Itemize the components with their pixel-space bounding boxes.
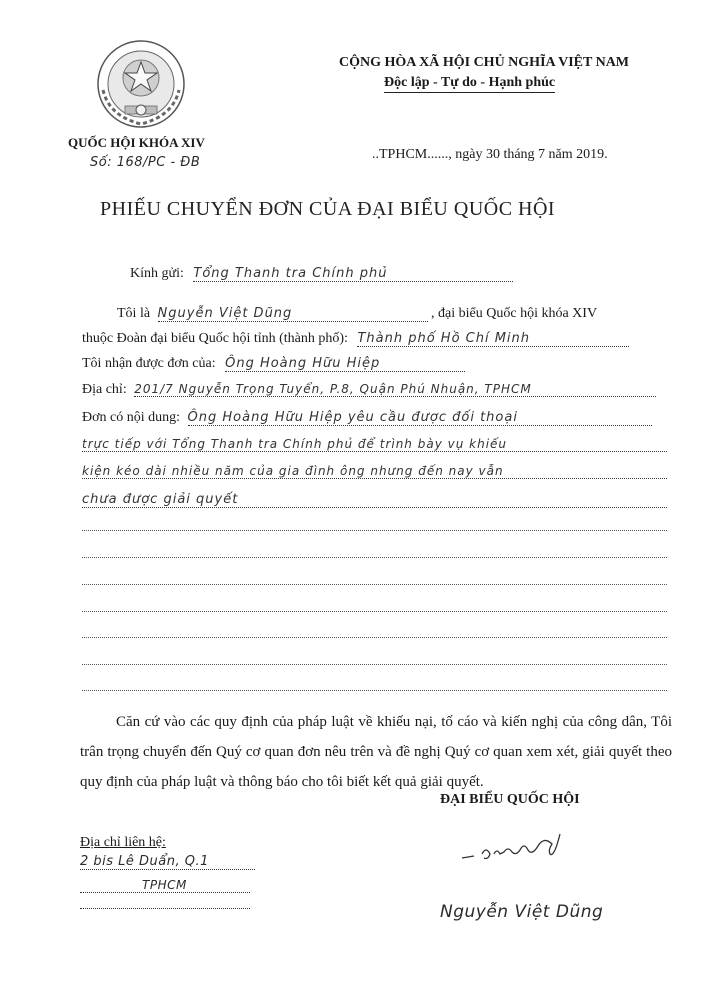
delegate-name-value: Nguyễn Việt Dũng [158,306,428,322]
blank-line [82,530,667,531]
blank-line [82,690,667,691]
blank-line [82,611,667,612]
contact-label: Địa chỉ liên hệ: [80,835,166,850]
signature-scribble [460,820,620,870]
blank-line [82,637,667,638]
recipient-row [130,266,513,282]
content-label: Đơn có nội dung: [82,410,181,425]
contact-blank-line [80,908,250,909]
blank-line [82,664,667,665]
contact-line-2: TPHCM [80,878,250,893]
name-row [117,306,597,322]
recipient-label: Kính gửi: [130,266,184,281]
national-emblem [95,38,187,130]
national-motto: Độc lập - Tự do - Hạnh phúc [384,75,555,93]
content-line-4: chưa được giải quyết [82,492,667,508]
country-name: CỘNG HÒA XÃ HỘI CHỦ NGHĨA VIỆT NAM [339,55,630,70]
content-line-2: trực tiếp với Tổng Thanh tra Chính phủ để trình bày vụ khiếu [82,437,667,452]
document-number: Số: 168/PC - ĐB [90,155,201,170]
name-suffix: , đại biểu Quốc hội khóa XIV [431,306,598,321]
address-value: 201/7 Nguyễn Trọng Tuyển, P.8, Quận Phú Nhuận, TPHCM [134,382,656,397]
content-line-3: kiện kéo dài nhiều năm của gia đình ông nhưng đến nay vẫn [82,464,667,479]
address-row [82,382,656,398]
signature-title: ĐẠI BIỂU QUỐC HỘI [440,792,580,807]
page-title: PHIẾU CHUYỂN ĐƠN CỦA ĐẠI BIỂU QUỐC HỘI [100,198,556,220]
recipient-value: Tổng Thanh tra Chính phủ [193,266,513,282]
blank-line [82,584,667,585]
content-line-1: Ông Hoàng Hữu Hiệp yêu cầu được đối thoại [188,410,652,426]
organization-name: QUỐC HỘI KHÓA XIV [68,135,205,150]
received-row [82,356,465,372]
blank-line [82,557,667,558]
received-value: Ông Hoàng Hữu Hiệp [225,356,465,372]
received-label: Tôi nhận được đơn của: [82,356,216,371]
address-label: Địa chỉ: [82,382,127,397]
delegation-value: Thành phố Hồ Chí Minh [357,331,629,347]
delegation-row [82,331,629,347]
name-label: Tôi là [117,306,151,321]
body-paragraph: Căn cứ vào các quy định của pháp luật về khiếu nại, tố cáo và kiến nghị của công dân, Tôi trân trọng chuyển đến Quý cơ quan đơn nêu trên và đề nghị Quý cơ quan xem xét, giải quyết theo quy định của pháp luật và thông báo cho tôi biết kết quả giải quyết. [80,714,672,790]
signer-name: Nguyễn Việt Dũng [440,902,604,922]
content-row [82,410,652,426]
place-date: ..TPHCM......, ngày 30 tháng 7 năm 2019. [372,147,608,162]
contact-line-1: 2 bis Lê Duẩn, Q.1 [80,854,255,870]
delegation-label: thuộc Đoàn đại biểu Quốc hội tỉnh (thành phố): [82,331,348,346]
